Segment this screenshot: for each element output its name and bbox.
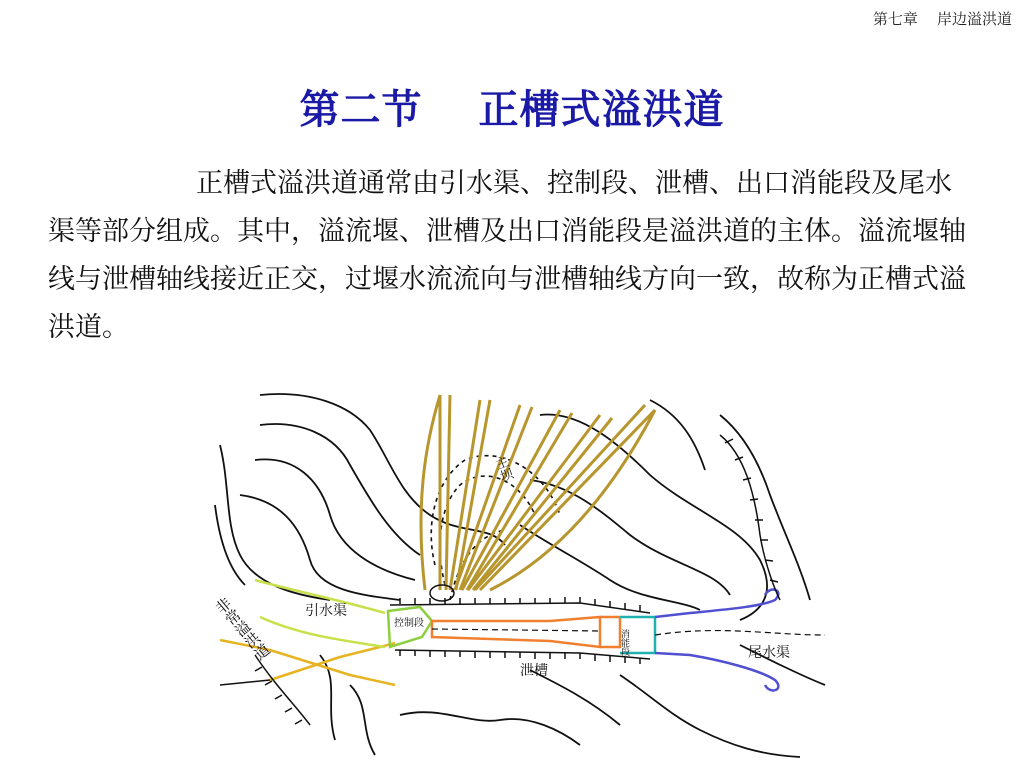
label-control-section: 控制段 <box>394 618 424 629</box>
dissipation-outer-outline <box>600 617 620 647</box>
tailwater-channel-outline <box>655 590 778 691</box>
label-tailwater-channel: 尾水渠 <box>748 645 790 661</box>
chapter-label: 第七章 <box>872 10 918 28</box>
chute-outline <box>432 617 600 647</box>
label-chute: 泄槽 <box>520 663 548 679</box>
chapter-header <box>873 8 1012 29</box>
title-section-name: 正槽式溢洪道 <box>478 86 725 133</box>
emergency-spillway-outlet-line <box>220 680 270 685</box>
emergency-spillway-bottom-edge <box>270 643 395 680</box>
label-energy-dissipation: 消能段 <box>619 629 629 656</box>
title-section-number: 第二节 <box>299 86 423 133</box>
chute-axis <box>432 629 600 631</box>
bank-hachures <box>255 435 780 725</box>
main-dam <box>421 395 655 601</box>
label-approach-channel: 引水渠 <box>305 603 347 619</box>
tailwater-axis <box>655 631 825 635</box>
body-paragraph: 正槽式溢洪道通常由引水渠、控制段、泄槽、出口消能段及尾水渠等部分组成。其中，溢流堰、泄槽及出口消能段是溢洪道的主体。溢流堰轴线与泄槽轴线接近正交，过堰水流流向与泄槽轴线方向一致，故称为正槽式溢洪道。 <box>48 168 966 343</box>
label-emergency-spillway: 非常溢洪道 <box>211 594 274 664</box>
page-title <box>0 78 1024 135</box>
chapter-section-label: 岸边溢洪道 <box>936 10 1012 28</box>
label-main-dam: 主坝 <box>490 454 514 484</box>
spillway-plan-diagram <box>200 385 830 768</box>
